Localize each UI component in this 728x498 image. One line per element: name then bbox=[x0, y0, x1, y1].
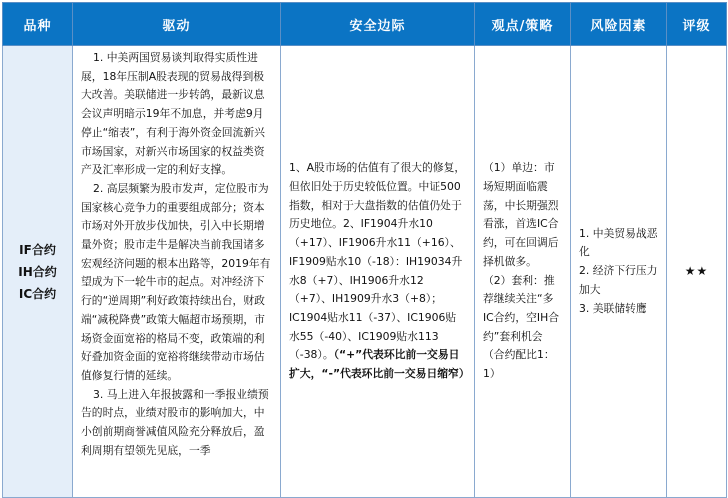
header-rating: 评级 bbox=[667, 3, 727, 46]
rating-stars-icon: ★★ bbox=[684, 264, 709, 279]
header-row bbox=[3, 3, 727, 46]
driver-paragraph-3: 3. 马上进入年报披露和一季报业绩预告的时点，业绩对股市的影响加大，中小创前期商誉减值风险充分释放后，盈利周期有望领先见底，一季 bbox=[81, 387, 269, 457]
view-arbitrage: （2）套利：推荐继续关注“多IC合约，空IH合约”套利机会（合约配比1：1） bbox=[483, 273, 560, 381]
driver-paragraph-2: 2. 高层频繁为股市发声，定位股市为国家核心竞争力的重要组成部分；资本市场对外开放步伐加快，引入中长期增量外资；股市走牛是解决当前我国诸多宏观经济问题的根本出路等，2019年有望成为下一轮牛市的起点。对冲经济下行的“逆周期”利好政策持续出台，财政端“减税降费”政策大幅超市场预期，市场资金面宽裕的格局不变，政策端的利好叠加资金面的宽裕将继续带动市场估值修复行情的延续。 bbox=[81, 181, 271, 382]
rating-cell bbox=[667, 46, 727, 498]
margin-cell bbox=[281, 46, 475, 498]
risk-cell bbox=[571, 46, 667, 498]
table-row bbox=[3, 46, 727, 498]
product-cell bbox=[3, 46, 73, 498]
risk-item-3: 3. 美联储转鹰 bbox=[579, 301, 647, 315]
risk-item-2: 2. 经济下行压力加大 bbox=[579, 264, 658, 296]
strategy-table bbox=[2, 2, 727, 498]
header-product: 品种 bbox=[3, 3, 73, 46]
risk-item-1: 1. 中美贸易战恶化 bbox=[579, 226, 658, 259]
header-risk: 风险因素 bbox=[571, 3, 667, 46]
product-ic: IC合约 bbox=[18, 286, 57, 301]
margin-note: （“+”代表环比前一交易日扩大，“-”代表环比前一交易日缩窄） bbox=[289, 348, 470, 381]
product-ih: IH合约 bbox=[18, 264, 57, 279]
product-if: IF合约 bbox=[19, 242, 56, 257]
driver-paragraph-1: 1. 中美两国贸易谈判取得实质性进展，18年压制A股表现的贸易战得到极大改善。美联储进一步转鸽，最新议息会议声明暗示19年不加息，并考虑9月停止“缩表”，有利于海外资金回流新兴市场国家，对新兴市场国家的权益类资产及汇率形成一定的利好支撑。 bbox=[81, 51, 265, 177]
header-driver: 驱动 bbox=[73, 3, 281, 46]
header-margin: 安全边际 bbox=[281, 3, 475, 46]
view-single: （1）单边：市场短期面临震荡，中长期强烈看涨，首选IC合约，可在回调后择机做多。 bbox=[483, 161, 559, 268]
driver-cell bbox=[73, 46, 281, 498]
view-cell bbox=[475, 46, 571, 498]
margin-text: 1、A股市场的估值有了很大的修复，但依旧处于历史较低位置。中证500指数，相对于大盘指数的估值仍处于历史地位。2、IF1904升水10（+17）、IF1906升水11（+16）、IF1909贴水10（-18）：IH19034升水8（+7）、IH1906升水12（+7）、IH1909升水3（+8）；IC1904贴水11（-37）、IC1906贴水55（-40）、IC1909贴水113（-38）。 bbox=[289, 161, 466, 362]
header-view: 观点/策略 bbox=[475, 3, 571, 46]
margin-paragraph bbox=[289, 159, 470, 383]
